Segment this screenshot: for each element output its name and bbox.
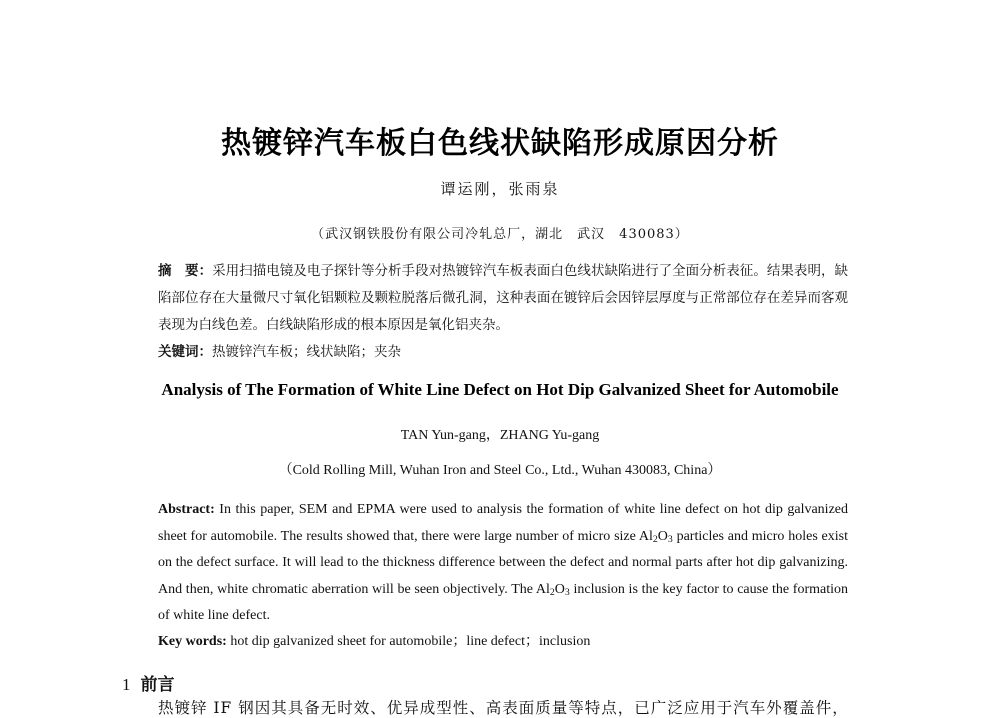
chemical-formula-al2o3: $Al_2O_3$ [535, 581, 570, 598]
chinese-keywords-label: 关键词： [158, 344, 212, 360]
chinese-abstract-label: 摘 要： [158, 263, 213, 279]
chinese-keywords-text: 热镀锌汽车板；线状缺陷；夹杂 [212, 344, 401, 360]
english-abstract-part3: inclusion is the key factor to cause the formation of white line defect. [158, 581, 849, 623]
chinese-authors: 谭运刚，张雨泉 [440, 180, 560, 198]
chinese-keywords [158, 340, 401, 360]
english-abstract [158, 497, 848, 630]
english-authors: TAN Yun-gang，ZHANG Yu-gang [400, 428, 600, 443]
english-keywords-text: hot dip galvanized sheet for automobile；line defect；inclusion [226, 634, 591, 649]
english-keywords-label: Key words: [158, 634, 227, 649]
chinese-abstract [158, 258, 848, 339]
english-keywords [158, 630, 590, 650]
section-title: 前言 [140, 675, 175, 695]
chinese-abstract-text: 采用扫描电镜及电子探针等分析手段对热镀锌汽车板表面白色线状缺陷进行了全面分析表征。结果表明，缺陷部位存在大量微尺寸氧化铝颗粒及颗粒脱落后微孔洞，这种表面在镀锌后会因锌层厚度与正常部位存在差异而客观表现为白线色差。白线缺陷形成的根本原因是氧化铝夹杂。 [158, 263, 849, 333]
english-abstract-part2: particles and micro holes exist on the defect surface. It will lead to the thickness difference between the defect and normal parts after hot dip galvanizing. And then, white chromatic aberration will be seen objectively. The [158, 528, 848, 597]
english-abstract-label: Abstract: [158, 502, 215, 517]
section-number: 1 [122, 675, 131, 694]
english-title: Analysis of The Formation of White Line Defect on Hot Dip Galvanized Sheet for Automobile [161, 380, 839, 399]
introduction-first-line: 热镀锌 IF 钢因其具备无时效、优异成型性、高表面质量等特点，已广泛应用于汽车外覆盖件， [158, 699, 849, 717]
english-abstract-part1: In this paper, SEM and EPMA were used to analysis the formation of white line defect on hot dip galvanized sheet for automobile. The results showed that, there were large number of micro size [158, 502, 848, 544]
english-affiliation: （Cold Rolling Mill, Wuhan Iron and Steel Co., Ltd., Wuhan 430083, China） [278, 463, 722, 478]
chemical-formula-al2o3: $Al_2O_3$ [638, 528, 673, 545]
chinese-affiliation: （武汉钢铁股份有限公司冷轧总厂，湖北 武汉 430083） [311, 227, 689, 242]
chinese-title: 热镀锌汽车板白色线状缺陷形成原因分析 [221, 126, 779, 161]
section-heading [122, 670, 175, 695]
